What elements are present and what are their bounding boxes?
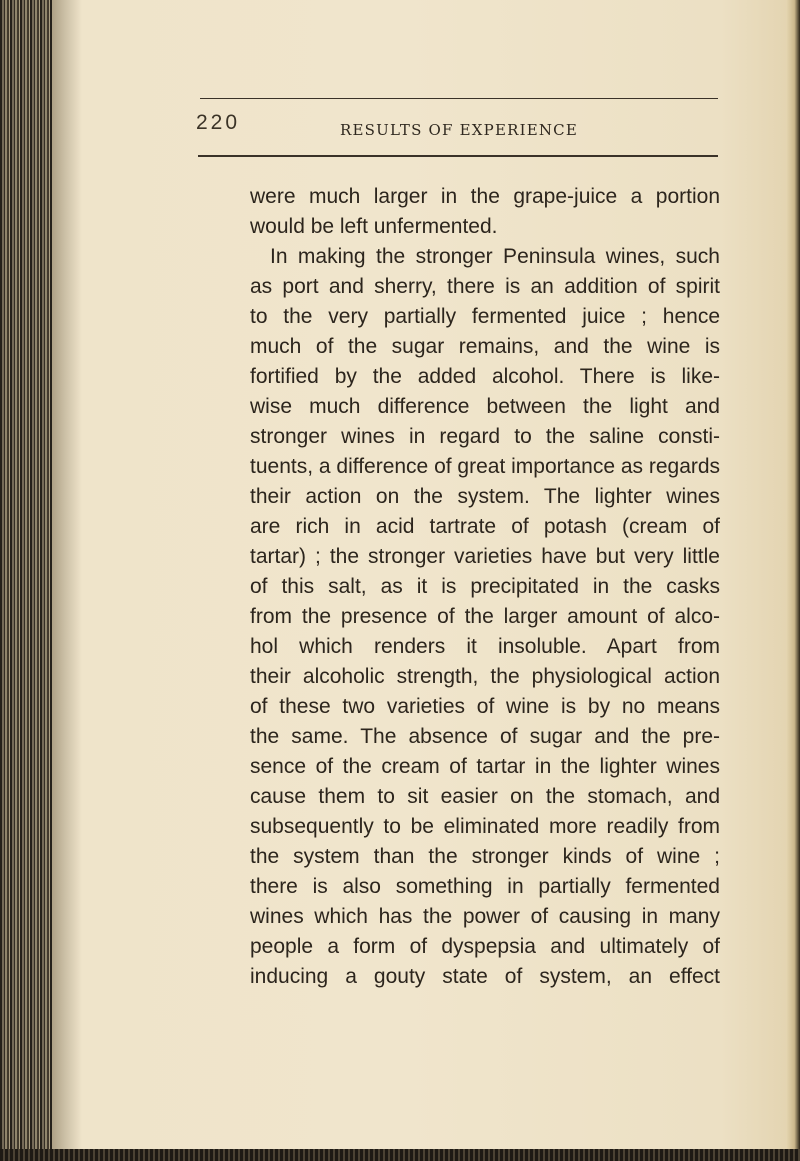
text-line: their action on the system. The lighter wines [250, 485, 720, 508]
text-line: as port and sherry, there is an addition of spirit [250, 275, 720, 298]
text-line: there is also something in partially fermented [250, 875, 720, 898]
text-line: would be left unfermented. [250, 215, 498, 238]
text-line: tuents, a difference of great importance as regards [250, 455, 721, 478]
text-line: stronger wines in regard to the saline consti- [250, 425, 720, 448]
text-line: the same. The absence of sugar and the pre- [250, 725, 720, 748]
text-line: the system than the stronger kinds of wine ; [250, 845, 720, 868]
text-line: fortified by the added alcohol. There is like- [250, 365, 720, 388]
header-rule-bottom [198, 155, 718, 157]
body-text [250, 182, 720, 992]
text-line: people a form of dyspepsia and ultimately of [250, 935, 720, 958]
text-line: hol which renders it insoluble. Apart from [250, 635, 720, 658]
text-line: much of the sugar remains, and the wine is [250, 335, 720, 358]
page-edge [786, 0, 800, 1161]
text-line: of these two varieties of wine is by no means [250, 695, 720, 718]
running-head: RESULTS OF EXPERIENCE [340, 121, 579, 139]
page-bottom-edge [0, 1149, 800, 1161]
text-line: wines which has the power of causing in many [250, 905, 720, 928]
text-line: from the presence of the larger amount of alco- [250, 605, 720, 628]
text-line: their alcoholic strength, the physiological action [250, 665, 720, 688]
header-rule-top [200, 98, 718, 99]
text-line: are rich in acid tartrate of potash (cream of [250, 515, 720, 538]
text-line: of this salt, as it is precipitated in the casks [250, 575, 720, 598]
text-line: tartar) ; the stronger varieties have but very little [250, 545, 720, 568]
book-binding [0, 0, 52, 1161]
text-line: cause them to sit easier on the stomach, and [250, 785, 720, 808]
gutter-shadow [52, 0, 82, 1161]
text-line: wise much difference between the light and [250, 395, 720, 418]
page-number: 220 [196, 111, 241, 134]
text-line: were much larger in the grape-juice a portion [250, 185, 720, 208]
text-line: sence of the cream of tartar in the lighter wines [250, 755, 720, 778]
text-line: subsequently to be eliminated more readily from [250, 815, 720, 838]
text-line: In making the stronger Peninsula wines, such [270, 245, 720, 268]
text-line: to the very partially fermented juice ; hence [250, 305, 720, 328]
text-line: inducing a gouty state of system, an effect [250, 965, 720, 988]
